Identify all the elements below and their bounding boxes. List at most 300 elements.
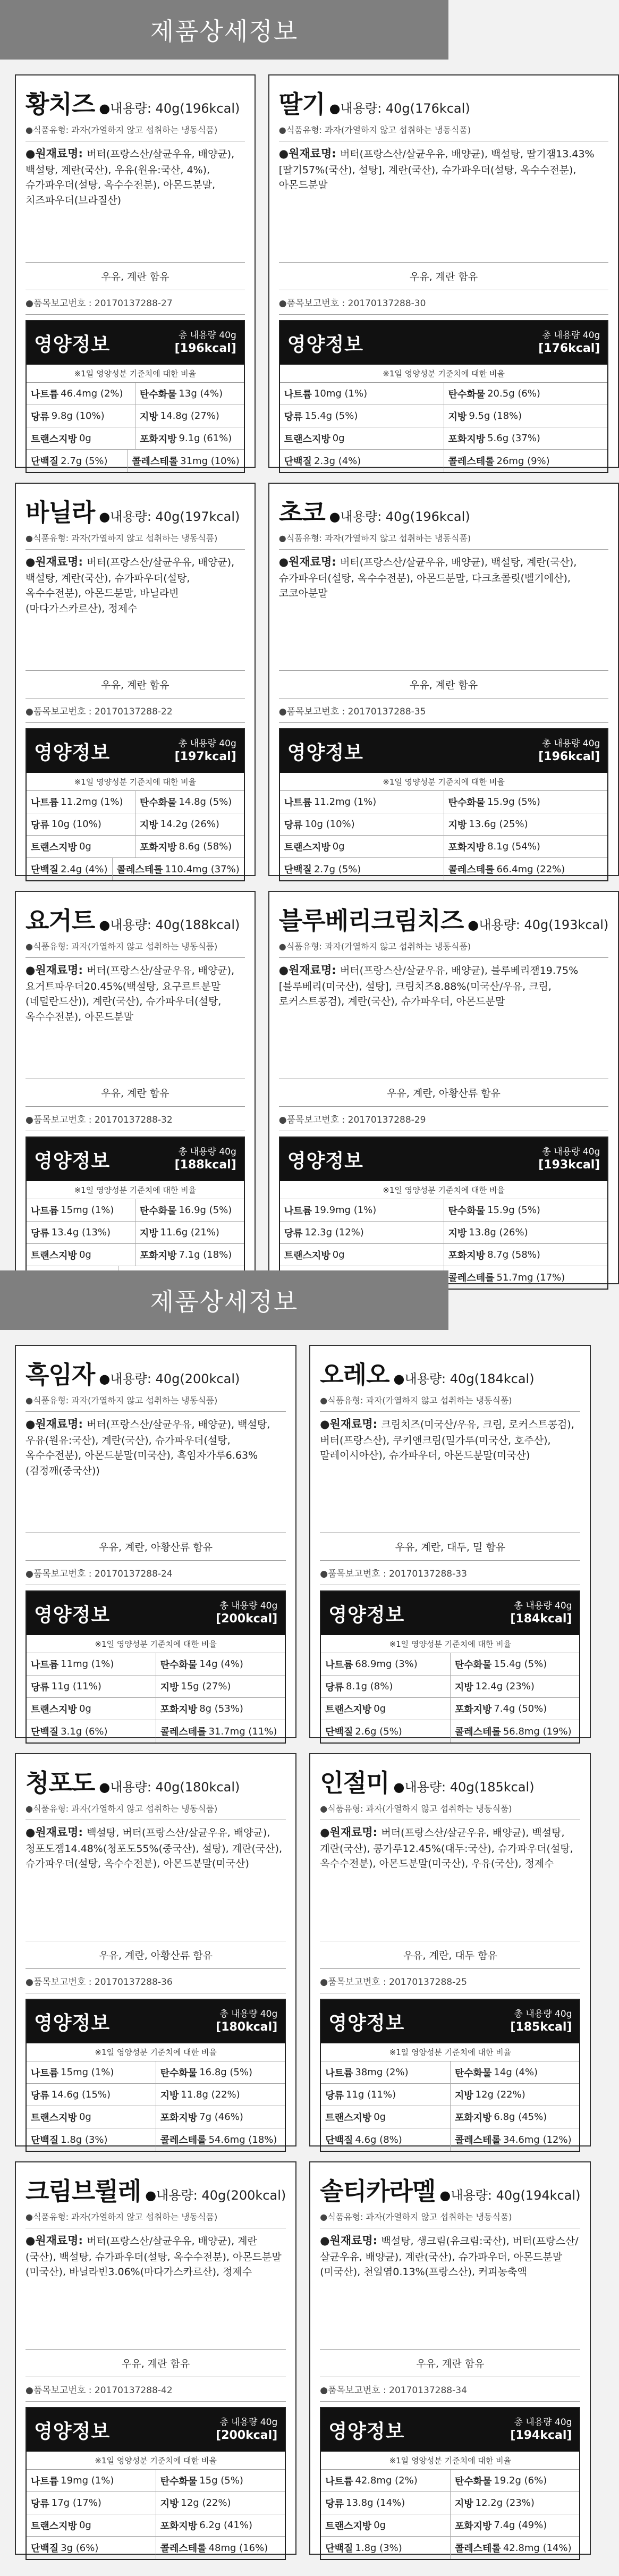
nutrition-cell: 당류 13.8g (14%)	[325, 2497, 405, 2510]
nutrition-row	[27, 2470, 285, 2492]
product-name: 황치즈	[26, 90, 95, 119]
product-weight: ●내용량: 40g(194kcal)	[439, 2188, 581, 2203]
nutrition-title: 영양정보	[287, 742, 363, 764]
nutrition-cell: 단백질 3.1g (6%)	[31, 1725, 108, 1738]
nutrition-title: 영양정보	[34, 1604, 111, 1626]
nutrition-row	[27, 1244, 244, 1266]
nutrition-row	[27, 1698, 285, 1720]
nutrition-row	[27, 2128, 285, 2151]
allergen-info: 우유, 계란, 아황산류 함유	[26, 1533, 286, 1561]
nutrition-standard-note: ※1일 영양성분 기준치에 대한 비율	[321, 1635, 579, 1653]
nutrition-row	[321, 2084, 579, 2106]
nutrition-cell: 나트륨 11.2mg (1%)	[31, 796, 123, 809]
nutrition-row	[280, 858, 608, 880]
nutrition-table	[26, 1137, 245, 1290]
nutrition-cell: 포화지방 8.7g (58%)	[444, 1244, 608, 1266]
product-section	[0, 0, 609, 1306]
product-name: 인절미	[320, 1769, 389, 1797]
nutrition-cell: 트랜스지방 0g	[325, 2520, 386, 2532]
product-ingredients: ●원재료명: 버터(프랑스산/살균우유, 배양균), 백설탕, 계란(국산), 우유(원유:국산, 4%), 슈가파우더(설탕, 옥수수전분), 아몬드분말, 치즈파우더(브라질산)	[26, 141, 245, 256]
nutrition-row	[280, 813, 608, 836]
nutrition-title: 영양정보	[328, 2012, 405, 2034]
allergen-info: 우유, 계란, 대두 함유	[320, 1941, 580, 1969]
nutrition-cell: 포화지방 7g (46%)	[156, 2106, 285, 2128]
nutrition-standard-note: ※1일 영양성분 기준치에 대한 비율	[27, 2452, 285, 2470]
nutrition-cell: 당류 9.8g (10%)	[31, 410, 105, 423]
report-number: ●품목보고번호 : 20170137288-32	[26, 1107, 245, 1131]
nutrition-title: 영양정보	[34, 2012, 111, 2034]
nutrition-cell: 당류 13.4g (13%)	[31, 1227, 111, 1239]
nutrition-cell: 트랜스지방 0g	[31, 841, 91, 853]
product-type: ●식품유형: 과자(가열하지 않고 섭취하는 냉동식품)	[26, 125, 218, 135]
nutrition-cell: 콜레스테롤 48mg (16%)	[156, 2537, 285, 2559]
nutrition-cell: 당류 14.6g (15%)	[31, 2089, 111, 2101]
nutrition-cell: 나트륨 15mg (1%)	[31, 2067, 114, 2079]
product-ingredients: ●원재료명: 버터(프랑스산/살균우유, 배양균), 블루베리잼19.75%[블루베리(미국산), 설탕], 크림치즈8.88%(미국산/우유, 크림, 로커스트콩검), 계란(국산), 슈가파우더, 아몬드분말	[279, 957, 609, 1072]
product-weight: ●내용량: 40g(188kcal)	[99, 917, 240, 932]
nutrition-standard-note: ※1일 영양성분 기준치에 대한 비율	[27, 773, 244, 791]
nutrition-cell: 지방 9.5g (18%)	[444, 405, 608, 427]
nutrition-cell: 탄수화물 14.8g (5%)	[135, 791, 244, 813]
nutrition-total: 총 내용량 40g [200kcal]	[216, 1600, 278, 1626]
product-title-row	[320, 1356, 580, 1391]
nutrition-cell: 단백질 2.7g (5%)	[31, 455, 108, 467]
nutrition-row	[27, 858, 244, 880]
product-ingredients: ●원재료명: 크림치즈(미국산/우유, 크림, 로커스트콩검), 버터(프랑스산), 쿠키앤크림(밀가루(미국산, 호주산), 말레이시아산), 슈가파우더, 아몬드분말(미국산)	[320, 1411, 580, 1526]
product-weight: ●내용량: 40g(180kcal)	[99, 1780, 240, 1795]
nutrition-cell: 탄수화물 15.4g (5%)	[450, 1653, 580, 1675]
product-ingredients: ●원재료명: 버터(프랑스산/살균우유, 배양균), 백설탕, 우유(원유:국산), 계란(국산), 슈가파우더(설탕, 옥수수전분), 아몬드분말(미국산), 흑임자가루6.63%(검정깨(중국산))	[26, 1411, 286, 1526]
nutrition-title: 영양정보	[287, 333, 363, 356]
nutrition-row	[27, 1676, 285, 1698]
nutrition-row	[27, 1199, 244, 1222]
nutrition-header	[321, 2000, 579, 2043]
nutrition-cell: 단백질 2.6g (5%)	[325, 1725, 402, 1738]
allergen-info: 우유, 계란 함유	[26, 1079, 245, 1107]
product-title-row	[279, 902, 609, 937]
nutrition-title: 영양정보	[287, 1150, 363, 1172]
product-card	[15, 1345, 296, 1738]
nutrition-title: 영양정보	[34, 333, 111, 356]
nutrition-cell: 나트륨 15mg (1%)	[31, 1205, 114, 1217]
product-ingredients: ●원재료명: 백설탕, 생크림(유크림:국산), 버터(프랑스산/살균우유, 배양균), 계란(국산), 슈가파우더, 아몬드분말(미국산), 천일염0.13%(프랑스산), 커피농축액	[320, 2228, 580, 2343]
nutrition-cell: 단백질 2.7g (5%)	[284, 863, 361, 875]
nutrition-cell: 단백질 1.8g (3%)	[325, 2542, 402, 2554]
nutrition-cell: 콜레스테롤 51.7mg (17%)	[444, 1266, 608, 1289]
product-weight: ●내용량: 40g(200kcal)	[145, 2188, 286, 2203]
allergen-info: 우유, 계란 함유	[279, 262, 609, 290]
nutrition-cell: 당류 10g (10%)	[31, 819, 101, 831]
nutrition-title: 영양정보	[328, 1604, 405, 1626]
nutrition-cell: 트랜스지방 0g	[284, 841, 345, 853]
nutrition-standard-note: ※1일 영양성분 기준치에 대한 비율	[27, 1635, 285, 1653]
report-number: ●품목보고번호 : 20170137288-29	[279, 1107, 609, 1131]
product-card	[268, 891, 619, 1284]
allergen-info: 우유, 계란 함유	[279, 670, 609, 698]
nutrition-row	[27, 2061, 285, 2084]
nutrition-cell: 포화지방 9.1g (61%)	[135, 427, 244, 449]
product-ingredients: ●원재료명: 버터(프랑스산/살균우유, 배양균), 계란(국산), 백설탕, 슈가파우더(설탕, 옥수수전분), 아몬드분말(미국산), 바닐라빈3.06%(마다가스카르산), 정제수	[26, 2228, 286, 2343]
nutrition-cell: 나트륨 68.9mg (3%)	[325, 1659, 418, 1671]
nutrition-row	[321, 1720, 579, 1742]
product-type: ●식품유형: 과자(가열하지 않고 섭취하는 냉동식품)	[320, 2212, 512, 2222]
nutrition-cell: 트랜스지방 0g	[31, 1249, 91, 1261]
product-title-row	[320, 2172, 580, 2207]
product-type: ●식품유형: 과자(가열하지 않고 섭취하는 냉동식품)	[26, 941, 218, 952]
nutrition-title: 영양정보	[34, 2420, 111, 2443]
product-title-row	[26, 85, 245, 120]
nutrition-standard-note: ※1일 영양성분 기준치에 대한 비율	[27, 1181, 244, 1199]
product-title-row	[26, 1764, 286, 1799]
nutrition-row	[27, 450, 244, 472]
nutrition-row	[27, 1653, 285, 1676]
nutrition-table	[320, 1999, 580, 2152]
product-title-row	[279, 493, 609, 528]
allergen-info: 우유, 계란, 아황산류 함유	[279, 1079, 609, 1107]
nutrition-cell: 지방 11.6g (21%)	[135, 1222, 244, 1243]
nutrition-standard-note: ※1일 영양성분 기준치에 대한 비율	[321, 2043, 579, 2061]
nutrition-cell: 콜레스테롤 42.8mg (14%)	[450, 2537, 580, 2559]
nutrition-cell: 나트륨 11mg (1%)	[31, 1659, 114, 1671]
nutrition-cell: 트랜스지방 0g	[284, 1249, 345, 1261]
nutrition-table	[26, 728, 245, 881]
nutrition-row	[321, 2470, 579, 2492]
product-card	[309, 1753, 591, 2146]
nutrition-cell: 지방 13.8g (26%)	[444, 1222, 608, 1243]
nutrition-cell: 탄수화물 14g (4%)	[450, 2061, 580, 2083]
nutrition-standard-note: ※1일 영양성분 기준치에 대한 비율	[280, 365, 608, 383]
nutrition-header	[321, 2408, 579, 2452]
nutrition-cell: 트랜스지방 0g	[325, 1703, 386, 1715]
nutrition-row	[27, 2084, 285, 2106]
nutrition-row	[27, 836, 244, 858]
nutrition-table	[279, 728, 609, 881]
nutrition-standard-note: ※1일 영양성분 기준치에 대한 비율	[27, 365, 244, 383]
report-number: ●품목보고번호 : 20170137288-42	[26, 2377, 286, 2402]
product-name: 흑임자	[26, 1360, 95, 1389]
nutrition-cell: 나트륨 19.9mg (1%)	[284, 1205, 377, 1217]
nutrition-cell: 단백질 4.6g (8%)	[325, 2134, 402, 2146]
product-ingredients: ●원재료명: 버터(프랑스산/살균우유, 배양균), 요거트파우더20.45%(백설탕, 요구르트분말(네덜란드산)), 계란(국산), 슈가파우더(설탕, 옥수수전분), 아몬드분말	[26, 957, 245, 1072]
nutrition-cell: 단백질 1.8g (3%)	[31, 2134, 108, 2146]
allergen-info: 우유, 계란, 대두, 밀 함유	[320, 1533, 580, 1561]
nutrition-cell: 당류 11g (11%)	[31, 1681, 101, 1693]
nutrition-table	[320, 1590, 580, 1744]
nutrition-cell: 지방 12.4g (23%)	[450, 1676, 580, 1697]
nutrition-header	[27, 2000, 285, 2043]
nutrition-cell: 탄수화물 15.9g (5%)	[444, 1199, 608, 1221]
product-card	[15, 891, 256, 1284]
nutrition-cell: 단백질 2.4g (4%)	[31, 863, 108, 875]
report-number: ●품목보고번호 : 20170137288-27	[26, 290, 245, 315]
product-card	[309, 2161, 591, 2555]
nutrition-cell: 나트륨 38mg (2%)	[325, 2067, 409, 2079]
nutrition-row	[27, 813, 244, 836]
nutrition-cell: 트랜스지방 0g	[31, 2111, 91, 2124]
nutrition-table	[26, 2407, 286, 2560]
product-grid	[0, 60, 609, 1306]
product-name: 크림브륄레	[26, 2177, 141, 2205]
nutrition-header	[27, 1592, 285, 1635]
product-name: 청포도	[26, 1769, 95, 1797]
nutrition-header	[27, 1138, 244, 1181]
nutrition-cell: 포화지방 8.1g (54%)	[444, 836, 608, 857]
nutrition-row	[321, 1653, 579, 1676]
nutrition-cell: 나트륨 11.2mg (1%)	[284, 796, 377, 809]
allergen-info: 우유, 계란 함유	[320, 2349, 580, 2377]
nutrition-cell: 트랜스지방 0g	[31, 1703, 91, 1715]
nutrition-row	[280, 450, 608, 472]
nutrition-header	[280, 321, 608, 365]
nutrition-table	[26, 1590, 286, 1744]
nutrition-cell: 탄수화물 16.8g (5%)	[156, 2061, 285, 2083]
report-number: ●품목보고번호 : 20170137288-33	[320, 1561, 580, 1585]
nutrition-standard-note: ※1일 영양성분 기준치에 대한 비율	[280, 1181, 608, 1199]
nutrition-cell: 콜레스테롤 31mg (10%)	[127, 450, 244, 472]
nutrition-title: 영양정보	[328, 2420, 405, 2443]
nutrition-cell: 나트륨 42.8mg (2%)	[325, 2475, 418, 2487]
product-type: ●식품유형: 과자(가열하지 않고 섭취하는 냉동식품)	[320, 1804, 512, 1814]
nutrition-row	[280, 1222, 608, 1244]
nutrition-cell: 나트륨 10mg (1%)	[284, 388, 368, 400]
nutrition-total: 총 내용량 40g [196kcal]	[174, 330, 236, 355]
nutrition-cell: 탄수화물 13g (4%)	[135, 383, 244, 405]
nutrition-header	[27, 729, 244, 773]
nutrition-row	[321, 1676, 579, 1698]
nutrition-row	[27, 2106, 285, 2128]
nutrition-cell: 지방 14.8g (27%)	[135, 405, 244, 427]
nutrition-total: 총 내용량 40g [184kcal]	[510, 1600, 572, 1626]
product-type: ●식품유형: 과자(가열하지 않고 섭취하는 냉동식품)	[26, 2212, 218, 2222]
nutrition-cell: 탄수화물 15g (5%)	[156, 2470, 285, 2491]
product-type: ●식품유형: 과자(가열하지 않고 섭취하는 냉동식품)	[320, 1395, 512, 1405]
nutrition-cell: 콜레스테롤 66.4mg (22%)	[444, 858, 608, 880]
nutrition-cell: 지방 13.6g (25%)	[444, 813, 608, 835]
report-number: ●품목보고번호 : 20170137288-24	[26, 1561, 286, 1585]
product-name: 오레오	[320, 1360, 389, 1389]
nutrition-cell: 트랜스지방 0g	[325, 2111, 386, 2124]
nutrition-cell: 당류 17g (17%)	[31, 2497, 101, 2510]
nutrition-header	[321, 1592, 579, 1635]
nutrition-standard-note: ※1일 영양성분 기준치에 대한 비율	[280, 773, 608, 791]
report-number: ●품목보고번호 : 20170137288-22	[26, 698, 245, 723]
nutrition-cell: 포화지방 6.2g (41%)	[156, 2514, 285, 2536]
nutrition-cell: 트랜스지방 0g	[284, 433, 345, 445]
product-ingredients: ●원재료명: 버터(프랑스산/살균우유, 배양균), 백설탕, 계란(국산), 슈가파우더(설탕, 옥수수전분), 아몬드분말, 바닐라빈(마다가스카르산), 정제수	[26, 549, 245, 664]
nutrition-cell: 당류 10g (10%)	[284, 819, 355, 831]
nutrition-cell: 콜레스테롤 110.4mg (37%)	[112, 858, 244, 880]
product-ingredients: ●원재료명: 버터(프랑스산/살균우유, 배양균), 백설탕, 딸기잼13.43%[딸기57%(국산), 설탕], 계란(국산), 슈가파우더(설탕, 옥수수전분), 아몬드분말	[279, 141, 609, 256]
product-weight: ●내용량: 40g(185kcal)	[393, 1780, 535, 1795]
nutrition-cell: 포화지방 6.8g (45%)	[450, 2106, 580, 2128]
product-title-row	[320, 1764, 580, 1799]
section-header: 제품상세정보	[0, 0, 448, 60]
product-weight: ●내용량: 40g(193kcal)	[468, 917, 609, 932]
product-weight: ●내용량: 40g(184kcal)	[393, 1371, 535, 1386]
product-name: 초코	[278, 498, 325, 527]
nutrition-cell: 포화지방 5.6g (37%)	[444, 427, 608, 449]
nutrition-cell: 지방 15g (27%)	[156, 1676, 285, 1697]
nutrition-total: 총 내용량 40g [185kcal]	[510, 2008, 572, 2034]
report-number: ●품목보고번호 : 20170137288-30	[279, 290, 609, 315]
nutrition-cell: 콜레스테롤 56.8mg (19%)	[450, 1720, 580, 1742]
product-weight: ●내용량: 40g(197kcal)	[99, 509, 240, 524]
product-card	[15, 483, 256, 876]
nutrition-row	[280, 405, 608, 427]
nutrition-cell: 나트륨 19mg (1%)	[31, 2475, 114, 2487]
nutrition-row	[27, 2514, 285, 2537]
nutrition-cell: 탄수화물 19.2g (6%)	[450, 2470, 580, 2491]
nutrition-cell: 콜레스테롤 54.6mg (18%)	[156, 2128, 285, 2151]
nutrition-row	[280, 427, 608, 450]
product-title-row	[26, 1356, 286, 1391]
nutrition-row	[27, 1222, 244, 1244]
allergen-info: 우유, 계란 함유	[26, 670, 245, 698]
nutrition-cell: 탄수화물 15.9g (5%)	[444, 791, 608, 813]
allergen-info: 우유, 계란 함유	[26, 2349, 286, 2377]
nutrition-cell: 탄수화물 16.9g (5%)	[135, 1199, 244, 1221]
allergen-info: 우유, 계란 함유	[26, 262, 245, 290]
report-number: ●품목보고번호 : 20170137288-36	[26, 1969, 286, 1993]
nutrition-table	[279, 1137, 609, 1290]
product-title-row	[26, 902, 245, 937]
nutrition-cell: 콜레스테롤 26mg (9%)	[444, 450, 608, 472]
nutrition-row	[280, 791, 608, 813]
product-card	[15, 74, 256, 468]
allergen-info: 우유, 계란, 아황산류 함유	[26, 1941, 286, 1969]
nutrition-total: 총 내용량 40g [197kcal]	[174, 738, 236, 763]
nutrition-cell: 포화지방 7.1g (18%)	[135, 1244, 244, 1266]
nutrition-standard-note: ※1일 영양성분 기준치에 대한 비율	[321, 2452, 579, 2470]
nutrition-cell: 지방 12g (22%)	[156, 2492, 285, 2514]
nutrition-row	[27, 383, 244, 405]
nutrition-cell: 지방 11.8g (22%)	[156, 2084, 285, 2106]
nutrition-cell: 단백질 2.3g (4%)	[284, 455, 361, 467]
product-type: ●식품유형: 과자(가열하지 않고 섭취하는 냉동식품)	[26, 533, 218, 543]
nutrition-row	[321, 2128, 579, 2151]
nutrition-header	[27, 321, 244, 365]
product-type: ●식품유형: 과자(가열하지 않고 섭취하는 냉동식품)	[278, 533, 471, 543]
product-weight: ●내용량: 40g(200kcal)	[99, 1371, 240, 1386]
product-card	[268, 74, 619, 468]
product-card	[15, 1753, 296, 2146]
nutrition-row	[321, 2492, 579, 2514]
nutrition-row	[27, 2537, 285, 2559]
nutrition-cell: 당류 15.4g (5%)	[284, 410, 358, 423]
nutrition-title: 영양정보	[34, 1150, 111, 1172]
report-number: ●품목보고번호 : 20170137288-35	[279, 698, 609, 723]
nutrition-cell: 지방 12.2g (23%)	[450, 2492, 580, 2514]
nutrition-total: 총 내용량 40g [196kcal]	[538, 738, 600, 763]
nutrition-cell: 포화지방 8g (53%)	[156, 1698, 285, 1720]
report-number: ●품목보고번호 : 20170137288-25	[320, 1969, 580, 1993]
nutrition-cell: 지방 12g (22%)	[450, 2084, 580, 2106]
nutrition-row	[27, 2492, 285, 2514]
product-grid	[0, 1330, 581, 2576]
nutrition-cell: 탄수화물 14g (4%)	[156, 1653, 285, 1675]
product-name: 요거트	[26, 906, 95, 935]
product-name: 딸기	[278, 90, 325, 119]
product-title-row	[26, 493, 245, 528]
nutrition-row	[321, 2537, 579, 2559]
nutrition-row	[27, 405, 244, 427]
product-card	[15, 2161, 296, 2555]
nutrition-row	[280, 836, 608, 858]
nutrition-cell: 단백질 3g (6%)	[31, 2542, 99, 2554]
nutrition-header	[27, 2408, 285, 2452]
nutrition-cell: 트랜스지방 0g	[31, 2520, 91, 2532]
nutrition-row	[27, 791, 244, 813]
nutrition-cell: 탄수화물 20.5g (6%)	[444, 383, 608, 405]
nutrition-title: 영양정보	[34, 742, 111, 764]
nutrition-cell: 당류 12.3g (12%)	[284, 1227, 364, 1239]
product-type: ●식품유형: 과자(가열하지 않고 섭취하는 냉동식품)	[26, 1395, 218, 1405]
product-name: 솔티카라멜	[320, 2177, 436, 2205]
nutrition-cell: 지방 14.2g (26%)	[135, 813, 244, 835]
nutrition-row	[321, 1698, 579, 1720]
product-ingredients: ●원재료명: 버터(프랑스산/살균우유, 배양균), 백설탕, 계란(국산), 슈가파우더(설탕, 옥수수전분), 아몬드분말, 다크초콜릿(벨기에산), 코코아분말	[279, 549, 609, 664]
product-name: 블루베리크림치즈	[278, 906, 464, 935]
nutrition-row	[27, 1720, 285, 1742]
nutrition-table	[279, 320, 609, 473]
product-name: 바닐라	[26, 498, 95, 527]
product-title-row	[279, 85, 609, 120]
nutrition-table	[26, 1999, 286, 2152]
product-weight: ●내용량: 40g(196kcal)	[99, 101, 240, 116]
report-number: ●품목보고번호 : 20170137288-34	[320, 2377, 580, 2402]
product-type: ●식품유형: 과자(가열하지 않고 섭취하는 냉동식품)	[278, 125, 471, 135]
nutrition-table	[26, 320, 245, 473]
product-card	[309, 1345, 591, 1738]
nutrition-cell: 콜레스테롤 34.6mg (12%)	[450, 2128, 580, 2151]
product-type: ●식품유형: 과자(가열하지 않고 섭취하는 냉동식품)	[278, 941, 471, 952]
nutrition-cell: 나트륨 46.4mg (2%)	[31, 388, 123, 400]
nutrition-total: 총 내용량 40g [180kcal]	[216, 2008, 278, 2034]
nutrition-cell: 당류 8.1g (8%)	[325, 1681, 393, 1693]
nutrition-total: 총 내용량 40g [188kcal]	[174, 1146, 236, 1172]
nutrition-cell: 당류 11g (11%)	[325, 2089, 396, 2101]
nutrition-total: 총 내용량 40g [194kcal]	[510, 2417, 572, 2442]
nutrition-table	[320, 2407, 580, 2560]
nutrition-row	[280, 1199, 608, 1222]
nutrition-cell: 포화지방 7.4g (49%)	[450, 2514, 580, 2536]
product-type: ●식품유형: 과자(가열하지 않고 섭취하는 냉동식품)	[26, 1804, 218, 1814]
product-ingredients: ●원재료명: 백설탕, 버터(프랑스산/살균우유, 배양균), 청포도잼14.48%(청포도55%(중국산), 설탕), 계란(국산), 슈가파우더(설탕, 옥수수전분), 아몬드분말(미국산)	[26, 1820, 286, 1934]
nutrition-row	[321, 2514, 579, 2537]
nutrition-total: 총 내용량 40g [193kcal]	[538, 1146, 600, 1172]
product-card	[268, 483, 619, 876]
nutrition-row	[280, 1244, 608, 1266]
nutrition-row	[280, 383, 608, 405]
nutrition-cell: 콜레스테롤 31.7mg (11%)	[156, 1720, 285, 1742]
nutrition-row	[321, 2106, 579, 2128]
product-weight: ●내용량: 40g(176kcal)	[329, 101, 470, 116]
nutrition-cell: 포화지방 7.4g (50%)	[450, 1698, 580, 1720]
nutrition-cell: 트랜스지방 0g	[31, 433, 91, 445]
nutrition-cell: 포화지방 8.6g (58%)	[135, 836, 244, 857]
nutrition-total: 총 내용량 40g [200kcal]	[216, 2417, 278, 2442]
nutrition-header	[280, 729, 608, 773]
nutrition-standard-note: ※1일 영양성분 기준치에 대한 비율	[27, 2043, 285, 2061]
nutrition-row	[321, 2061, 579, 2084]
product-ingredients: ●원재료명: 버터(프랑스산/살균우유, 배양균), 백설탕, 계란(국산), 콩가루12.45%(대두:국산), 슈가파우더(설탕, 옥수수전분), 아몬드분말(미국산), 우유(국산), 정제수	[320, 1820, 580, 1934]
nutrition-row	[27, 427, 244, 450]
nutrition-header	[280, 1138, 608, 1181]
product-weight: ●내용량: 40g(196kcal)	[329, 509, 470, 524]
product-title-row	[26, 2172, 286, 2207]
section-header: 제품상세정보	[0, 1270, 448, 1330]
nutrition-total: 총 내용량 40g [176kcal]	[538, 330, 600, 355]
